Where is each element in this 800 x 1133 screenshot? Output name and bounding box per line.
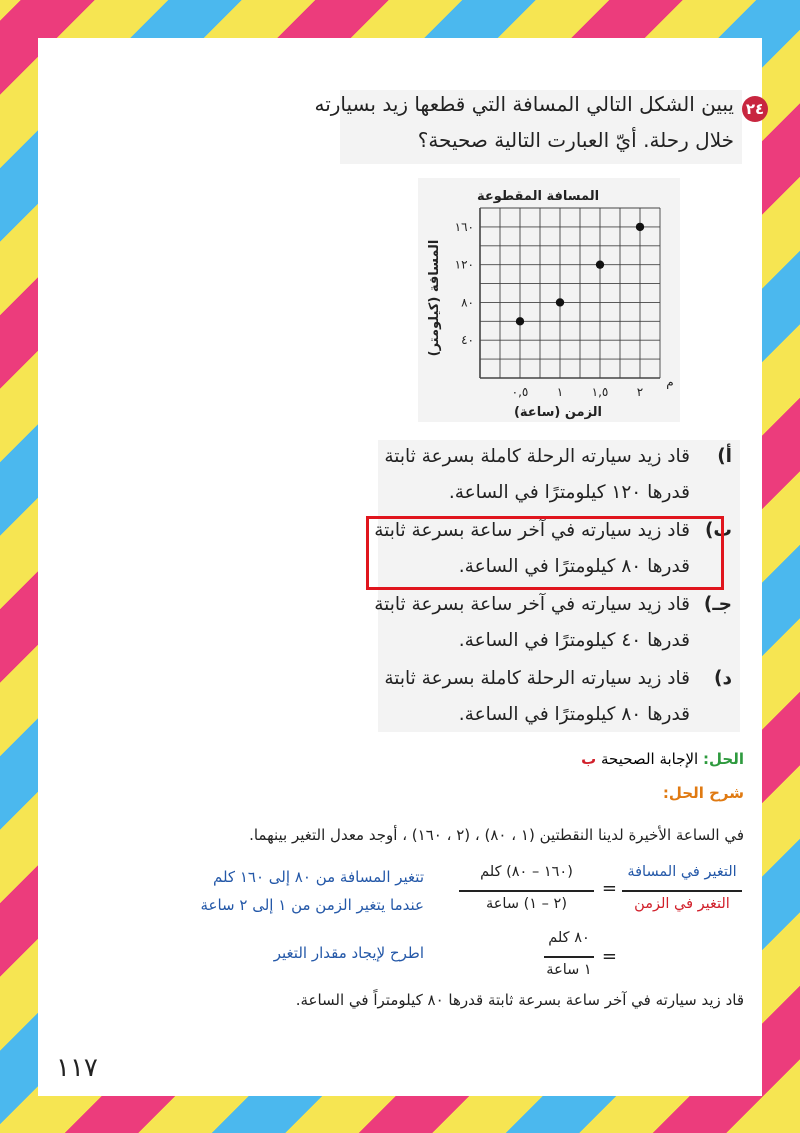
- option-a-line-1: قاد زيد سيارته الرحلة كاملة بسرعة ثابتة: [384, 446, 690, 467]
- x-tick-label: ٠,٥: [511, 385, 529, 399]
- data-point: [636, 223, 644, 231]
- option-c-line-1: قاد زيد سيارته في آخر ساعة بسرعة ثابتة: [374, 594, 690, 615]
- option-a-line-2: قدرها ١٢٠ كيلومترًا في الساعة.: [448, 482, 690, 503]
- data-point: [556, 298, 564, 306]
- solution-conclusion: قاد زيد سيارته في آخر ساعة بسرعة ثابتة قدرها ٨٠ كيلومتراً في الساعة.: [295, 991, 744, 1009]
- question-line-1: يبين الشكل التالي المسافة التي قطعها زيد بسيارته: [314, 92, 734, 116]
- y-tick-label: ٨٠: [461, 295, 474, 310]
- data-point: [596, 260, 604, 268]
- x-tick-label: ١: [556, 385, 564, 399]
- solution-answer-letter: ب: [581, 750, 597, 768]
- chart-panel: [418, 178, 680, 422]
- option-c-line-2: قدرها ٤٠ كيلومترًا في الساعة.: [458, 630, 690, 651]
- note-1-line-1: تتغير المسافة من ٨٠ إلى ١٦٠ كلم: [212, 868, 424, 886]
- frac2-bar: [544, 956, 594, 958]
- frac2-numerator: ٨٠ كلم: [548, 930, 590, 946]
- equals-sign-2: =: [601, 946, 617, 967]
- solution-intro: في الساعة الأخيرة لدينا النقطتين (١ ، ٨٠) ، (٢ ، ١٦٠) ، أوجد معدل التغير بينهما.: [249, 826, 744, 844]
- y-tick-label: ١٦٠: [454, 219, 474, 234]
- distance-chart: [418, 178, 680, 422]
- option-b-line-2: قدرها ٨٠ كيلومترًا في الساعة.: [458, 556, 690, 577]
- option-a-letter: أ): [717, 446, 732, 467]
- frac-mid-numerator: (١٦٠ – ٨٠) كلم: [480, 864, 573, 880]
- note-2: اطرح لإيجاد مقدار التغير: [273, 944, 424, 962]
- y-tick-label: ١٢٠: [454, 257, 474, 272]
- question-line-2: خلال رحلة. أيّ العبارت التالية صحيحة؟: [417, 128, 734, 152]
- note-1-line-2: عندما يتغير الزمن من ١ إلى ٢ ساعة: [200, 896, 424, 914]
- chart-origin-label: م: [666, 375, 674, 389]
- solution-label: الحل:: [703, 750, 744, 768]
- option-d-line-1: قاد زيد سيارته الرحلة كاملة بسرعة ثابتة: [384, 668, 690, 689]
- page: [38, 38, 765, 1096]
- y-tick-label: ٤٠: [461, 333, 474, 348]
- equals-sign-1: =: [601, 878, 617, 899]
- chart-grid: [480, 208, 660, 378]
- frac-mid-denominator: (٢ – ١) ساعة: [486, 896, 567, 912]
- x-tick-label: ١,٥: [591, 385, 609, 399]
- option-d-letter: د): [714, 668, 732, 689]
- correct-answer-highlight: [366, 516, 724, 590]
- option-d-line-2: قدرها ٨٠ كيلومترًا في الساعة.: [458, 704, 690, 725]
- frac-left-numerator: التغير في المسافة: [627, 864, 737, 880]
- solution-answer-text: الإجابة الصحيحة: [601, 750, 699, 768]
- question-number-badge: ٢٤: [742, 96, 768, 122]
- page-number: ١١٧: [56, 1053, 98, 1083]
- chart-title: المسافة المقطوعة: [476, 189, 600, 204]
- option-b-line-1: قاد زيد سيارته في آخر ساعة بسرعة ثابتة: [374, 520, 690, 541]
- solution-row: [581, 750, 744, 768]
- chart-y-axis-label: المسافة (كيلومتر): [427, 239, 442, 357]
- frac-left-bar: [622, 890, 742, 892]
- question-box: [314, 90, 765, 164]
- option-b-letter: ب): [704, 520, 732, 541]
- chart-x-axis-label: الزمن (ساعة): [513, 405, 603, 420]
- frac-left-denominator: التغير في الزمن: [634, 896, 730, 912]
- frac-mid-bar: [459, 890, 594, 892]
- x-tick-label: ٢: [636, 385, 644, 399]
- explain-title: شرح الحل:: [662, 784, 744, 802]
- frac2-denominator: ١ ساعة: [546, 962, 592, 978]
- data-point: [516, 317, 524, 325]
- option-c-letter: جـ): [703, 594, 732, 615]
- chart-ticks: [455, 220, 644, 399]
